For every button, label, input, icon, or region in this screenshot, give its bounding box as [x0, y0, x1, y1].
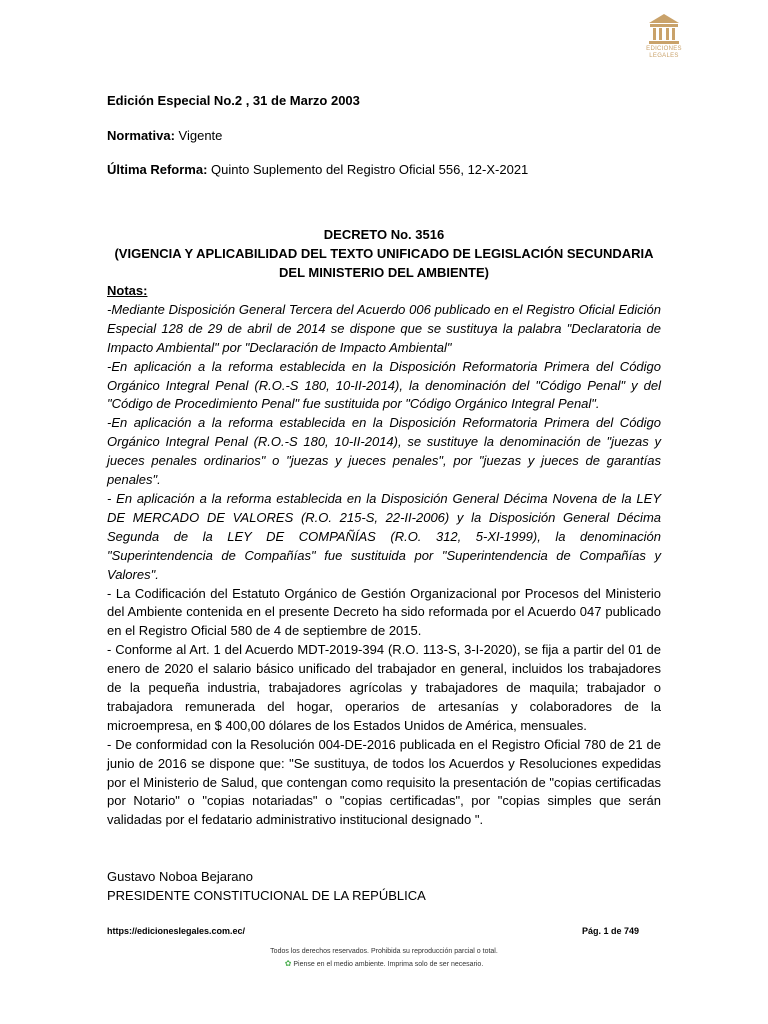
legal-notice: Todos los derechos reservados. Prohibida su reproducción parcial o total.	[270, 948, 498, 955]
note-item: -En aplicación a la reforma establecida en la Disposición Reformatoria Primera del Código Orgánico Integral Penal (R.O.-S 180, 10-II-2014), se sustituye la denominación de "juezas y jueces penales ordinarios" o "juezas y jueces penales", por "juezas y jueces de garantías penales".	[107, 415, 661, 488]
notes-heading: Notas:	[107, 283, 148, 298]
note-item: - Conforme al Art. 1 del Acuerdo MDT-2019-394 (R.O. 113-S, 3-I-2020), se fija a partir del 01 de enero de 2020 el salario básico unificado del trabajador en general, incluidos los trabajadores de la pequeña industria, trabajadores agrícolas y trabajadores de maquila; trabajador o trabajadora remunerada del hogar, operarios de artesanías y colaboradores de la microempresa, en $ 400,00 dólares de los Estados Unidos de América, mensuales.	[107, 642, 661, 733]
footer-url-link[interactable]: https://edicioneslegales.com.ec/	[107, 926, 246, 936]
decree-title: DECRETO No. 3516	[323, 227, 445, 242]
normativa-value: Vigente	[178, 128, 223, 143]
page-number: Pág. 1 de 749	[582, 926, 640, 936]
normativa-label: Normativa:	[107, 128, 175, 143]
reforma-value: Quinto Suplemento del Registro Oficial 556, 12-X-2021	[211, 162, 529, 177]
notes-section	[107, 282, 661, 830]
edition-line: Edición Especial No.2 , 31 de Marzo 2003	[107, 93, 360, 108]
reforma-line	[107, 162, 528, 177]
note-item: -Mediante Disposición General Tercera del Acuerdo 006 publicado en el Registro Oficial Edición Especial 128 de 29 de abril de 2014 se dispone que se sustituya la palabra "Declaratoria de Impacto Ambiental" por "Declaración de Impacto Ambiental"	[107, 301, 661, 355]
normativa-line	[107, 128, 222, 143]
eco-notice-text: Piense en el medio ambiente. Imprima solo de ser necesario.	[293, 961, 484, 968]
logo-line-2: LEGALES	[649, 53, 679, 59]
note-item: -En aplicación a la reforma establecida en la Disposición Reformatoria Primera del Código Orgánico Integral Penal (R.O.-S 180, 10-II-2014), la denominación del "Código Penal" y del "Código de Procedimiento Penal" fue sustituida por "Código Orgánico Integral Penal".	[107, 358, 661, 412]
signer-role: PRESIDENTE CONSTITUCIONAL DE LA REPÚBLICA	[107, 888, 426, 903]
signer-name: Gustavo Noboa Bejarano	[107, 869, 253, 884]
note-item: - De conformidad con la Resolución 004-DE-2016 publicada en el Registro Oficial 780 de 21 de junio de 2016 se dispone que: "Se sustituya, de todos los Acuerdos y Resoluciones expedidas por el Ministerio de Salud, que contengan como requisito la presentación de "copias certificadas por Notario" o "copias notariadas" o "copias certificadas", por "copias simples que serán validadas por el fedatario administrativo institucional designado ".	[107, 736, 661, 828]
decree-subtitle: (VIGENCIA Y APLICABILIDAD DEL TEXTO UNIFICADO DE LEGISLACIÓN SECUNDARIA DEL MINISTERIO DEL AMBIENTE)	[114, 246, 654, 280]
note-item: - La Codificación del Estatuto Orgánico de Gestión Organizacional por Procesos del Ministerio del Ambiente contenida en el presente Decreto ha sido reformada por el Acuerdo 047 publicado en el Registro Oficial 580 de 4 de septiembre de 2015.	[107, 585, 661, 639]
leaf-icon: ✿	[284, 959, 292, 968]
temple-icon	[647, 12, 681, 46]
eco-notice	[107, 959, 661, 968]
logo-line-1: EDICIONES	[646, 46, 682, 52]
note-item: - En aplicación a la reforma establecida en la Disposición General Décima Novena de la LEY DE MERCADO DE VALORES (R.O. 215-S, 22-II-2006) y la Disposición General Décima Segunda de la LEY DE COMPAÑÍAS (R.O. 312, 5-XI-1999), la denominación "Superintendencia de Compañías" fue sustituida por "Superintendencia de Compañías y Valores".	[107, 490, 661, 582]
reforma-label: Última Reforma:	[107, 162, 208, 177]
publisher-logo	[636, 12, 692, 70]
